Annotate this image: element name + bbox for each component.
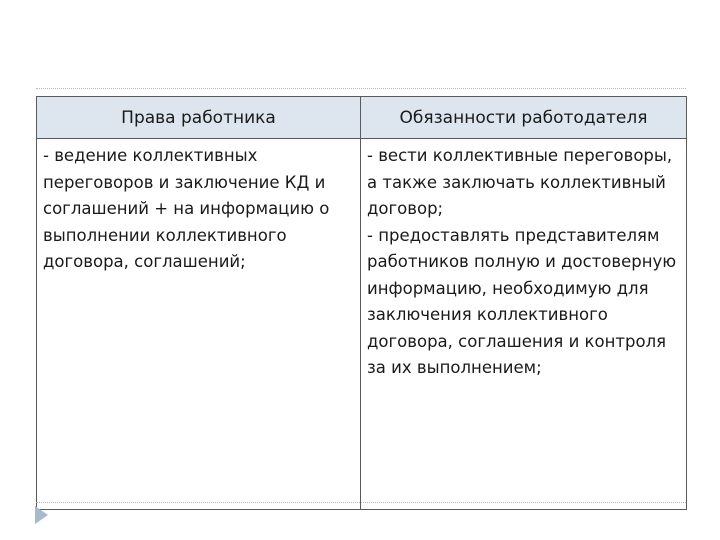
table-header-row — [37, 97, 687, 139]
cell-employee-rights: - ведение коллективных переговоров и заключение КД и соглашений + на информацию о выполнении коллективного договора, соглашений; — [37, 139, 361, 510]
header-employee-rights: Права работника — [37, 97, 361, 139]
triangle-bullet-icon — [35, 506, 48, 524]
rights-duties-table — [36, 96, 687, 510]
table-row — [37, 139, 687, 510]
cell-employer-duties: - вести коллективные переговоры, а также заключать коллективный договор; - предоставлять представителям работников полную и достоверную информацию, необходимую для заключения коллективного договора, соглашения и контроля за их выполнением; — [361, 139, 687, 510]
top-divider — [36, 88, 686, 89]
header-employer-duties: Обязанности работодателя — [361, 97, 687, 139]
bottom-divider — [36, 502, 686, 503]
